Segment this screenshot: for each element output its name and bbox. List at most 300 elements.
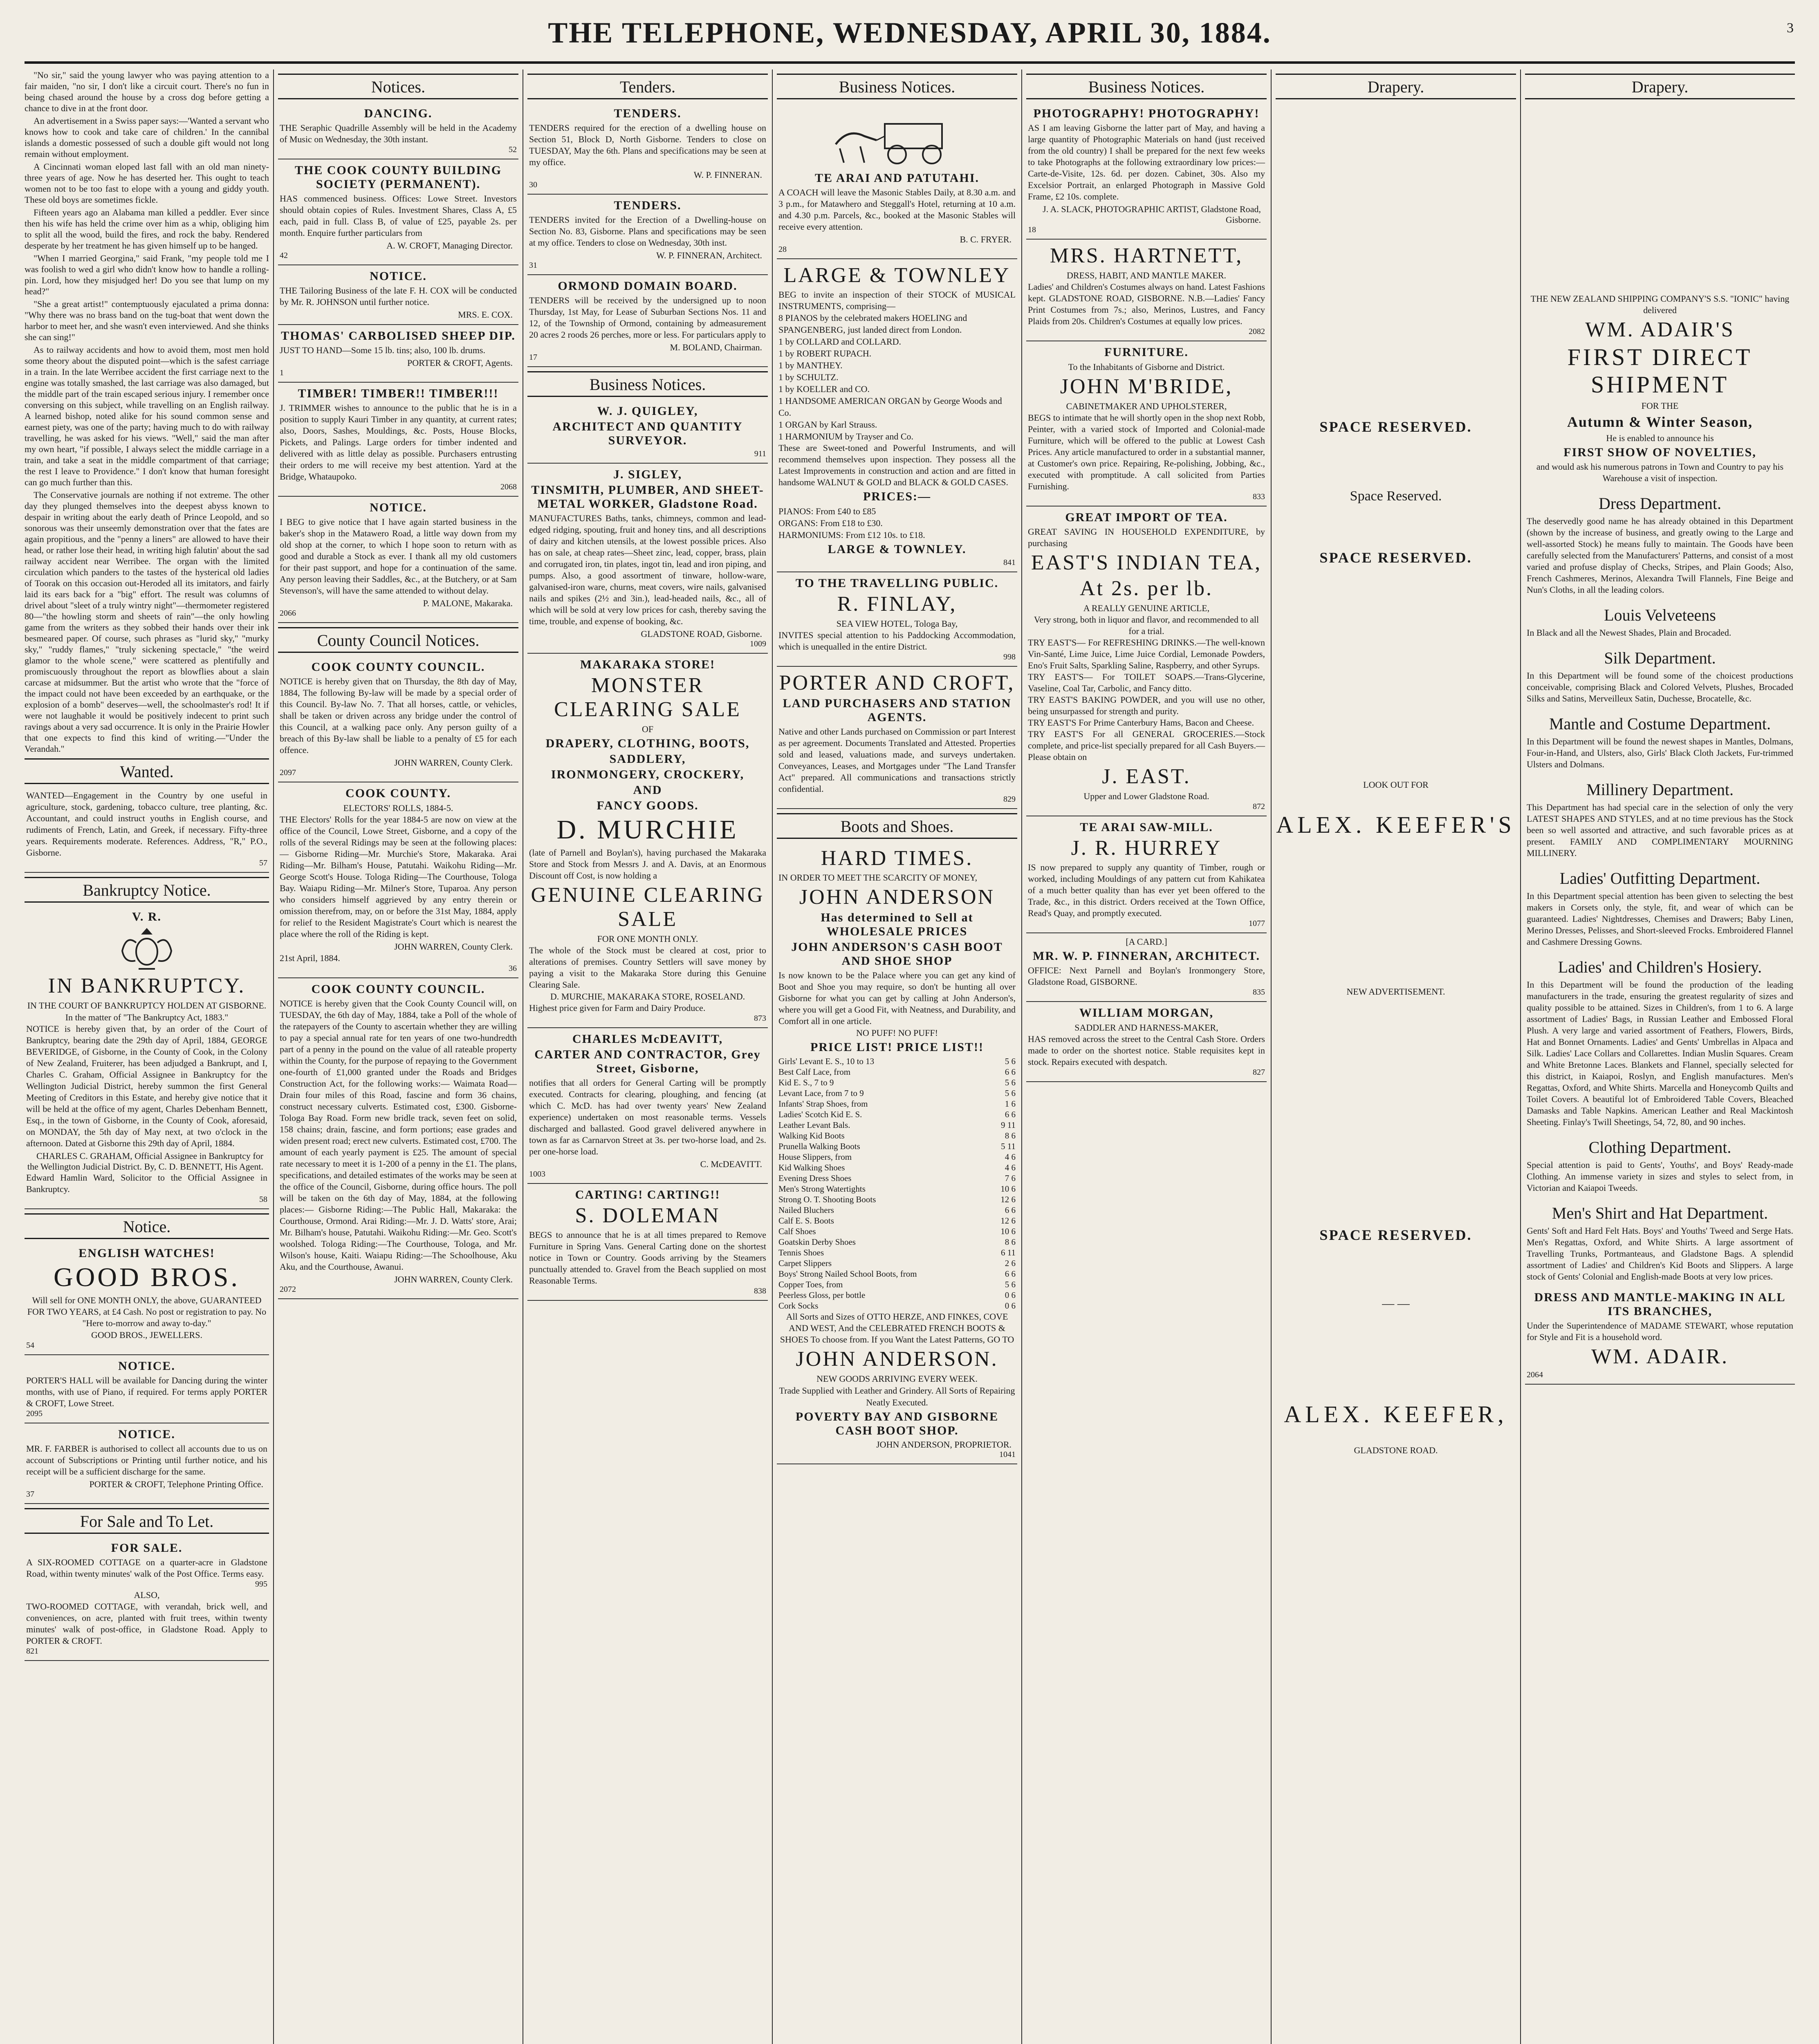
sawmill-title: TE ARAI SAW-MILL. <box>1080 820 1213 834</box>
east-tea-ad <box>1026 507 1267 816</box>
doleman-ad <box>527 1184 768 1301</box>
mbride-intro: To the Inhabitants of Gisborne and District. <box>1068 362 1225 372</box>
electors-date: 21st April, 1884. <box>280 953 340 963</box>
price-item-amount: 6 6 <box>1005 1109 1016 1119</box>
quigley-title: ARCHITECT AND QUANTITY SURVEYOR. <box>552 420 743 447</box>
price-row <box>778 1152 1016 1162</box>
monster-title: MONSTER CLEARING SALE <box>554 674 741 721</box>
essay-paragraph: The Conservative journals are nothing if not extreme. The other day they plunged themselves into the deepest abyss known to despair in writing about the early death of Prince Leopold, and so sonorous was their unseemly demonstration over that the fates are again propitious, and the "penny a liners" are allowed to have their head, or rather lose their head, in writing high falutin' about the sad railway accident near Werribee. The organ with the limited circulation which panders to the tastes of the hysterical old ladies of Toorak on this occasion out-Heroded all its imitators, and fairly laid its ears back for a "big" effort. The result was columns of drivel about "sleet of a truly wintry night"—thermometer registered 80—"the howling storm and sheets of rain"—the only howling game from the writers as they sobbed their hands over their ink besmeared paper. Of course, such phrases as "lurid sky," "murky sky," "ruddy flames," "truly sickening spectacle," "the weird glamor to the whole scene," were scattered as plentifully and promiscuously throughout the report as blowflies about a slain carcase at midsummer. But the artist who wrote that the "force of the impact could not have been exceeded by an earthquake, or the explosion of a bomb" deserves—well, the schoolmaster's rod! It if were not laughable it would be positively indecent to print such ravings about a very sad occurrence. It is only in the Prairie Howler that one expects to find this kind of writing.—"Under the Verandah." <box>25 490 269 754</box>
bankruptcy-signature: CHARLES C. GRAHAM, Official Assignee in Bankruptcy for the Wellington Judicial District. By, C. D. BENNETT, His Agent. <box>27 1151 263 1172</box>
card-label: [A CARD.] <box>1126 937 1167 947</box>
ad-number: 873 <box>754 1014 766 1023</box>
finneran-body: OFFICE: Next Parnell and Boylan's Ironmongery Store, Gladstone Road, GISBORNE. <box>1028 965 1265 987</box>
enabled-label: He is enabled to announce his <box>1606 433 1714 443</box>
department-title: Ladies' Outfitting Department. <box>1559 869 1761 888</box>
novelties-body: and would ask his numerous patrons in Town and Country to pay his Warehouse a visit of inspection. <box>1536 462 1784 483</box>
porters-title: NOTICE. <box>118 1359 175 1373</box>
price-item-amount: 5 11 <box>1001 1141 1016 1151</box>
doleman-name: S. DOLEMAN <box>575 1204 720 1227</box>
department-title: Millinery Department. <box>1586 780 1734 799</box>
price-item-amount: 6 11 <box>1001 1248 1016 1257</box>
murchie-ad <box>527 654 768 1028</box>
column-7 <box>1525 69 1795 2044</box>
price-item-amount: 6 6 <box>1005 1269 1016 1279</box>
price-row <box>778 1258 1016 1269</box>
price-item-name: Copper Toes, from <box>778 1280 843 1289</box>
ad-number: 28 <box>778 245 787 254</box>
farber-body: MR. F. FARBER is authorised to collect all accounts due to us on account of Subscriptions or Printing until further notice, and his receipt will be a sufficient discharge for the same. <box>26 1443 267 1477</box>
essay-paragraph: A Cincinnati woman eloped last fall with an old man ninety-three years of age. Now he has deserted her. This ought to teach women not to be too fast to elope with a young and giddy youth. These old boys are sometimes fickle. <box>25 161 269 205</box>
doleman-body: BEGS to announce that he is at all times prepared to Remove Furniture in Spring Vans. General Carting done on the shortest notice in Town or Country. Goods arriving by the Steamers punctually attended to. Gravel from the Beach supplied on most Reasonable Terms. <box>529 1230 766 1286</box>
coach-signature: B. C. FRYER. <box>960 234 1012 244</box>
ad-number: 2097 <box>280 768 296 777</box>
column-divider <box>1271 69 1272 2044</box>
tailoring-body: THE Tailoring Business of the late F. H. COX will be conducted by Mr. R. JOHNSON until further notice. <box>280 285 517 307</box>
space-reserved-3: SPACE RESERVED. <box>1319 549 1472 566</box>
electors-body: THE Electors' Rolls for the year 1884-5 are now on view at the office of the Council, Lowe Street, Gisborne, and a copy of the rolls of the several Ridings may be seen at the following places:— Gisborne Riding—Mr. Murchie's Store, Makaraka. Arai Riding—Mr. Bilham's House, Patutahi. Waikohu Riding—Mr. George Scott's House. Tologa Riding—The Courthouse, Tologa Bay. Waiapu Riding—Mr. Milner's Store, Tuparoa. Any person who considers himself aggrieved by any entry therein or omission therefrom, may, on or before the 31st May, 1884, apply for relief to the Resident Magistrate's Court which is nearest the place where the roll of the Riding is kept. <box>280 814 517 939</box>
tender-2 <box>527 195 768 275</box>
instrument-item: 1 by SCHULTZ. <box>778 372 839 382</box>
adair-name: WM. ADAIR'S <box>1585 318 1735 341</box>
makaraka-title: MAKARAKA STORE! <box>580 658 715 671</box>
ad-number: 829 <box>1003 795 1016 804</box>
bankruptcy-body: NOTICE is hereby given that, by an order of the Court of Bankruptcy, bearing date the 29th day of April, 1884, GEORGE BEVERIDGE, of Gisborne, in the County of Cook, in the Colony of New Zealand, Fruiterer, has been adjudged a Bankrupt, and I, Charles C. Graham, Official Assignee in Bankruptcy for the Wellington Judicial District, hereby summon the first General Meeting of Creditors in this Estate, and hereby give notice that it will be held at the office of my agent, Charles Debenham Bennett, Esq., in the town of Gisborne, in the County of Cook, aforesaid, on MONDAY, the 5th day of May next, at two o'clock in the afternoon. Dated at Gisborne this 29th day of April, 1884. <box>26 1024 267 1148</box>
department-title: Men's Shirt and Hat Department. <box>1552 1204 1768 1222</box>
price-item-amount: 6 6 <box>1005 1067 1016 1077</box>
dancing-title: DANCING. <box>364 107 433 120</box>
price-item-amount: 9 11 <box>1001 1120 1016 1130</box>
price-item-amount: 5 6 <box>1005 1056 1016 1066</box>
malone-title: NOTICE. <box>370 501 427 514</box>
ad-number: 838 <box>754 1286 766 1295</box>
council-signature: JOHN WARREN, County Clerk. <box>394 758 513 768</box>
price-item-name: Evening Dress Shoes <box>778 1173 852 1183</box>
carbolised-body: JUST TO HAND—Some 15 lb. tins; also, 100 lb. drums. <box>280 345 485 355</box>
price-item-name: Calf Shoes <box>778 1226 816 1236</box>
hard-times-title: HARD TIMES. <box>821 847 973 870</box>
ad-number: 1 <box>280 368 284 377</box>
finlay-name: R. FINLAY, <box>837 592 957 616</box>
price-row <box>778 1141 1016 1152</box>
essay-paragraph: "She a great artist!" contemptuously ejaculated a prima donna: "Why there was no brass band on the tug-boat that went down the harbor to meet her, and she wasn't even interviewed. And she thinks she can sing!" <box>25 299 269 342</box>
poll-title: COOK COUNTY COUNCIL. <box>311 982 485 996</box>
anderson-shop: JOHN ANDERSON'S CASH BOOT AND SHOE SHOP <box>791 940 1003 968</box>
ad-number: 17 <box>529 353 537 362</box>
price-item-amount: 0 6 <box>1005 1301 1016 1311</box>
sale-body: A SIX-ROOMED COTTAGE on a quarter-acre in Gladstone Road, within twenty minutes' walk of the Post Office. Terms easy. <box>26 1557 267 1579</box>
price-row <box>778 1056 1016 1067</box>
no-puff: NO PUFF! NO PUFF! <box>856 1028 938 1038</box>
lookout-label: LOOK OUT FOR <box>1363 780 1429 790</box>
coach-body: A COACH will leave the Masonic Stables Daily, at 8.30 a.m. and 3 p.m., for Matawhero and Steggall's Hotel, returning at 10 a.m. and 4.30 p.m. Parcels, &c., booked at the Masonic Stables will receive every attention. <box>778 187 1016 232</box>
price-item-amount: 12 6 <box>1000 1195 1016 1204</box>
council-sub: COOK COUNTY COUNCIL. <box>311 660 485 674</box>
price-list-title: PRICE LIST! PRICE LIST!! <box>810 1040 984 1054</box>
hartnett-body: Ladies' and Children's Costumes always on hand. Latest Fashions kept. GLADSTONE ROAD, GISBORNE. N.B.—Ladies' Fancy Print Costumes from 7s.; also, Merinos, Lustres, and Fancy Plaids from 20s. Children's Costumes at equally low prices. <box>1028 282 1265 326</box>
porters-hall-ad <box>25 1355 269 1423</box>
dressmaking-body: Under the Superintendence of MADAME STEWART, whose reputation for Style and Fit is a household word. <box>1527 1320 1793 1342</box>
of-label: OF <box>641 724 654 734</box>
divider-dash: — — <box>1382 1297 1410 1310</box>
price-row <box>778 1109 1016 1120</box>
bankruptcy-title: IN BANKRUPTCY. <box>48 974 246 997</box>
masthead-title: THE TELEPHONE, WEDNESDAY, APRIL 30, 1884. <box>548 16 1272 49</box>
ad-number: 54 <box>26 1341 34 1350</box>
timber-body: J. TRIMMER wishes to announce to the public that he is in a position to supply Kauri Timber in any quantity, at current rates; also, Doors, Sashes, Mouldings, &c. Posts, House Blocks, Pickets, and Palings. Large orders for timber indented and delivered with as little delay as possible. Purchasers entrusting their orders to me will receive my best attention. Yard at the Bridge, Whataupoko. <box>280 403 517 482</box>
price-row <box>778 1205 1016 1215</box>
department-body: In Black and all the Newest Shades, Plain and Brocaded. <box>1527 628 1732 638</box>
anderson-sub: Has determined to Sell at WHOLESALE PRICES <box>821 911 973 938</box>
drapery-heading: Drapery. <box>1525 74 1795 99</box>
coach-woodcut-icon <box>823 108 971 169</box>
price-item-amount: 4 6 <box>1005 1152 1016 1162</box>
ad-number: 2066 <box>280 609 296 618</box>
price-row <box>778 1269 1016 1279</box>
building-signature: A. W. CROFT, Managing Director. <box>386 240 513 251</box>
anderson-name-2: JOHN ANDERSON. <box>796 1347 998 1371</box>
keefer-title-1: ALEX. KEEFER'S <box>1276 811 1516 838</box>
council-heading: County Council Notices. <box>278 627 518 653</box>
price-item-amount: 7 6 <box>1005 1173 1016 1183</box>
ad-number: 998 <box>1003 652 1016 661</box>
carting-title: CARTING! CARTING!! <box>575 1188 720 1201</box>
price-item-name: Best Calf Lace, from <box>778 1067 851 1077</box>
farber-signature: PORTER & CROFT, Telephone Printing Office. <box>89 1479 263 1489</box>
business-heading: Business Notices. <box>527 371 768 397</box>
price-item-name: Cork Socks <box>778 1301 819 1311</box>
space-reserved-4: SPACE RESERVED. <box>1319 1227 1472 1243</box>
adair-intro: THE NEW ZEALAND SHIPPING COMPANY'S S.S. "IONIC" having delivered <box>1530 294 1790 315</box>
price-item-name: Leather Levant Bals. <box>778 1120 850 1130</box>
department-title: Silk Department. <box>1604 649 1716 667</box>
watches-title: ENGLISH WATCHES! <box>79 1246 215 1260</box>
price-item-name: House Slippers, from <box>778 1152 852 1162</box>
tailoring-signature: MRS. E. COX. <box>458 309 513 320</box>
tenders-heading: Tenders. <box>527 74 768 99</box>
goods-item: IRONMONGERY, CROCKERY, <box>551 768 745 781</box>
adair-signature: WM. ADAIR. <box>1591 1345 1729 1368</box>
price-item-name: Boys' Strong Nailed School Boots, from <box>778 1269 917 1279</box>
prices-title: PRICES:— <box>863 490 931 503</box>
council-body: NOTICE is hereby given that on Thursday, the 8th day of May, 1884, The following By-law will be made by a special order of this Council. By-law No. 7. That all horses, cattle, or vehicles, shall be taken or driven across any bridge under the control of this Council, at a walking pace only. Any person guilty of a breach of this By-law shall be liable to a penalty of £5 for each offence. <box>280 676 517 755</box>
finlay-body: INVITES special attention to his Paddocking Accommodation, which is unequalled in the entire District. <box>778 630 1016 652</box>
column-4 <box>777 69 1017 2044</box>
notices-heading: Notices. <box>278 74 518 99</box>
instrument-list <box>778 312 1016 442</box>
coach-ad <box>777 103 1017 259</box>
price-row <box>778 1194 1016 1205</box>
department-body: In this Department will be found the newest shapes in Mantles, Dolmans, Four-in-Hand, and Ulsters, also, Girls' Black Cloth Jackets, Fur-trimmed Ulsters and Dolmans. <box>1527 736 1793 769</box>
ad-number: 835 <box>1253 988 1265 997</box>
department-body: In this Department special attention has been given to selecting the best makers in Corsets only, the style, fit, and wear of which can be guaranteed. Ladies' Nightdresses, Chemises and Drawers; Baby Linen, Merino Dresses, Pelisses, and Short-sleeved Frocks. Embroidered Flannel and Cashmere Dressing Gowns. <box>1527 891 1793 947</box>
watches-signature: GOOD BROS., JEWELLERS. <box>91 1330 202 1340</box>
sigley-ad <box>527 464 768 654</box>
department-title: Dress Department. <box>1599 494 1721 513</box>
anderson-intro: IN ORDER TO MEET THE SCARCITY OF MONEY, <box>778 872 978 883</box>
finlay-sub: SEA VIEW HOTEL, Tologa Bay, <box>836 619 958 629</box>
poverty-bay-title: POVERTY BAY AND GISBORNE CASH BOOT SHOP. <box>795 1410 999 1437</box>
page-number: 3 <box>1787 20 1794 36</box>
ad-number: 42 <box>280 251 288 260</box>
for-the: FOR THE <box>1641 401 1679 411</box>
east-name: J. EAST. <box>1102 765 1191 788</box>
pc-body: Native and other Lands purchased on Commission or part Interest as per agreement. Documents Translated and Attested. Properties sold and leased, valuations made, and surveys undertaken. Conveyances, Leases, and Mortgages under "The Land Transfer Act" prepared. All communications and transactions strictly confidential. <box>778 726 1016 794</box>
column-divider <box>1021 69 1022 2044</box>
ad-number: 821 <box>26 1647 38 1656</box>
anderson-trade: Trade Supplied with Leather and Grindery. All Sorts of Repairing Neatly Executed. <box>779 1385 1015 1407</box>
dancing-ad <box>278 103 518 159</box>
price-item-name: Kid Walking Shoes <box>778 1163 845 1172</box>
ad-number: 2072 <box>280 1285 296 1294</box>
tea-body: Very strong, both in liquor and flavor, and recommended to all for a trial. <box>1034 614 1259 636</box>
finlay-ad <box>777 572 1017 667</box>
east-product-item: TRY EAST'S— For REFRESHING DRINKS.—The well-known Vin-Santé, Lime Juice, Lime Juice Cordial, Lemonade Powders, Eno's Fruit Salts, Sparkling Saline, Raspberry, and other Syrups. <box>1028 637 1265 670</box>
price-item-amount: 5 6 <box>1005 1280 1016 1289</box>
department-body: The deservedly good name he has already obtained in this Department (shown by the increase of business, and greatly owing to the Large and well-assorted Stock) he means fully to maintain. The Goods have been carefully selected from the Manufacturers' Patterns, and consist of a most varied and profuse display of Checks, Stripes, and Plain Goods; Also, French Cashmeres, Merinos, Alexandra Twill Flannels, Fine Beige and Nun's Cloths, in all the leading colors. <box>1527 516 1793 595</box>
pc-title: PORTER AND CROFT, <box>779 671 1015 695</box>
finlay-title: TO THE TRAVELLING PUBLIC. <box>795 576 999 590</box>
photo-signature: J. A. SLACK, PHOTOGRAPHIC ARTIST, Gladstone Road, Gisborne. <box>1043 204 1261 225</box>
column-1 <box>25 69 269 2044</box>
poll-signature: JOHN WARREN, County Clerk. <box>394 1274 513 1284</box>
finneran-card <box>1026 933 1267 1002</box>
poll-body: NOTICE is hereby given that the Cook County Council will, on TUESDAY, the 6th day of May, 1884, take a Poll of the whole of the ratepayers of the County to ascertain whether they are willing to pay a special annual rate for ten years of one two-hundredth part of a penny in the pound on the value of all rateable property within the County, for the purpose of repaying to the Government one-fourth of £1,000 granted under the Roads and Bridges Construction Act, for the following works:— Waimata Road— Drain four miles of this Road, fascine and form 36 chains, construct necessary culverts. Estimated cost, £300. Gisborne-Tologa Bay Road. Form new bridle track, seven feet on solid, 158 chains; drain, fascine, and form portions; ease grades and widen present road; erect new culverts. Estimated cost, £700. The amount of each yearly payment is £25. The amount of special rate necessary to meet it is 1-200 of a penny in the £1. The plans, specifications, and detailed estimates of the works may be seen at the office of the Council, Gisborne, during office hours. The poll will be taken on the 6th day of May, 1884, at the following places:— Gisborne Riding:—The Public Hall, Makaraka: the Courthouse, Ormond. Arai Riding:—Mr. J. D. Watts' store, Arai; Mr. Bilham's house, Patutahi. Waikohu Riding:—Mr. Geo. Scott's woolshed. Tologa Riding:—The Courthouse, Tologa, and Mr. Wilson's house, Kaiti. Waiapu Riding:—The Schoolhouse, Aku Aku, and the Courthouse, Awanui. <box>280 998 517 1272</box>
sigley-title: TINSMITH, PLUMBER, AND SHEET-METAL WORKER, Gladstone Road. <box>531 483 764 511</box>
murchie-body: (late of Parnell and Boylan's), having purchased the Makaraka Store and Stock from Messrs J. and A. Davis, at an Enormous Discount off Cost, is now holding a <box>529 847 766 881</box>
column-6 <box>1276 69 1516 2044</box>
column-divider <box>1520 69 1521 2044</box>
anderson-body: Is now known to be the Palace where you can get any kind of Boot and Shoe you may require, so don't be hunting all over Gisborne for what you can get by calling at John Anderson's, where you will get a Good Fit, with Neatness, and Durability, and Comfort all in one article. <box>778 970 1016 1026</box>
hartnett-sub: DRESS, HABIT, AND MANTLE MAKER. <box>1066 270 1227 280</box>
price-item-name: Strong O. T. Shooting Boots <box>778 1195 876 1204</box>
ad-number: 2095 <box>26 1409 43 1418</box>
good-bros-title: GOOD BROS. <box>53 1262 240 1292</box>
price-list <box>778 505 1016 541</box>
morgan-body: HAS removed across the street to the Central Cash Store. Orders made to order on the shortest notice. Stable requisites kept in stock. Repairs executed with despatch. <box>1028 1034 1265 1067</box>
east-product-item: TRY EAST'S For Prime Canterbury Hams, Bacon and Cheese. <box>1028 717 1254 728</box>
masthead-rule <box>25 61 1795 64</box>
price-row <box>778 1290 1016 1300</box>
space-reserved-1: SPACE RESERVED. <box>1319 419 1472 435</box>
tailoring-title: NOTICE. <box>370 269 427 283</box>
sheep-dip-ad <box>278 325 518 383</box>
east-products-list <box>1028 637 1265 763</box>
bylaw-notice <box>278 656 518 782</box>
instrument-item: 1 by COLLARD and COLLARD. <box>778 336 902 347</box>
morgan-name: WILLIAM MORGAN, <box>1079 1006 1214 1020</box>
goods-list <box>529 737 766 813</box>
hartnett-ad <box>1026 240 1267 341</box>
adair-ad <box>1525 103 1795 1385</box>
murchie-signature: D. MURCHIE, MAKARAKA STORE, ROSELAND. <box>550 991 745 1002</box>
murchie-body-2: The whole of the Stock must be cleared at cost, prior to alterations of premises. Country Settlers will save money by paying a visit to the Makaraka Store during this Genuine Clearing Sale. <box>529 945 766 990</box>
tailoring-notice <box>278 265 518 325</box>
bankruptcy-matter: In the matter of "The Bankruptcy Act, 1883." <box>65 1012 229 1022</box>
sale-title: FOR SALE. <box>111 1541 183 1555</box>
sale-heading: For Sale and To Let. <box>25 1508 269 1534</box>
tender-1 <box>527 103 768 195</box>
department-body: In this Department will be found the production of the leading manufacturers in the trade, ensuring the greatest regularity of sizes and quality possible to be attained. Sizes in Children's, from 1 to 6. A large assortment of Ladies' Bags, in Russian Leather and Embossed Floral Plush. A very large and varied assortment of Feathers, Flowers, Birds, Hat and Bonnet Ornaments. Ladies' and Gents' Umbrellas in Alpaca and Silk. Ladies' Lace Collars and Collarettes. Indian Muslin Squares. Cream and White Bretonne Laces. Blankets and Flannel, specially selected for this district, in Kaiapoi, Roslyn, and English manufactures. Men's Regattas, Oxford, and White Shirts. Marcella and Honeycomb Quilts and Toilet Covers. A beautiful lot of Embroidered Table Covers, Bleached Damasks and Table Napkins. American Leather and Real Mackintosh Sheeting. Finlay's Twill Sheetings, 54, 72, 80, and 90 inches. <box>1527 979 1793 1127</box>
price-row <box>778 1300 1016 1311</box>
business-heading: Business Notices. <box>777 74 1017 99</box>
mbride-body: BEGS to intimate that he will shortly open in the shop next Robb, Peinter, with a varied stock of Imported and Colonial-made Furniture, which will be offered to the public at Lowest Cash Prices. Any article manufactured to order in a substantial manner, at Customer's own price. Repairing, Re-polishing, Jobbing, &c., executed with promptitude. A call solicited from Parties Furnishing. <box>1028 412 1265 491</box>
department-title: Louis Velveteens <box>1604 606 1716 624</box>
large-townley-ad <box>777 259 1017 572</box>
morgan-sub: SADDLER AND HARNESS-MAKER, <box>1074 1022 1218 1033</box>
instrument-item: 1 by KOELLER and CO. <box>778 384 870 394</box>
instrument-item: 1 ORGAN by Karl Strauss. <box>778 419 877 430</box>
mcdeavitt-ad <box>527 1028 768 1184</box>
instrument-item: 1 by MANTHEY. <box>778 360 843 370</box>
mbride-sub: CABINETMAKER AND UPHOLSTERER, <box>1066 401 1227 411</box>
malone-notice <box>278 497 518 623</box>
murchie-body-3: Highest price given for Farm and Dairy Produce. <box>529 1003 706 1013</box>
sigley-signature: GLADSTONE ROAD, Gisborne. <box>641 629 762 639</box>
ad-number: 1041 <box>999 1450 1016 1459</box>
east-sub: Upper and Lower Gladstone Road. <box>1083 791 1209 801</box>
gladstone-road: GLADSTONE ROAD. <box>1354 1445 1438 1455</box>
price-item-name: Goatskin Derby Shoes <box>778 1237 856 1247</box>
essay-paragraph: Fifteen years ago an Alabama man killed a peddler. Ever since then his wife has held the crime over him as a whip, obliging him to split all the wood, build the fires, and rock the baby. Rendered desperate by her treatment he has given himself up to be hanged. <box>25 207 269 251</box>
tea-intro: GREAT SAVING IN HOUSEHOLD EXPENDITURE, by purchasing <box>1028 527 1265 548</box>
tender-title: ORMOND DOMAIN BOARD. <box>558 279 738 293</box>
essay-paragraph: An advertisement in a Swiss paper says:—'Wanted a servant who knows how to cook and take care of children.' In the cannibal islands a domestic possessed of such a double gift would not long remain without employment. <box>25 116 269 159</box>
price-item-name: Kid E. S., 7 to 9 <box>778 1078 834 1087</box>
price-row <box>778 1077 1016 1088</box>
east-product-item: TRY EAST'S— For TOILET SOAPS.—Trans-Glycerine, Vaseline, Coal Tar, Carbolic, and Fancy ditto. <box>1028 672 1265 693</box>
department-body: Special attention is paid to Gents', Youths', and Boys' Ready-made Clothing. An immense variety in sizes and styles to select from, in Victorian and Kaiapoi Tweeds. <box>1527 1160 1793 1193</box>
department-list <box>1527 494 1793 1282</box>
price-item-amount: 2 6 <box>1005 1258 1016 1268</box>
hurrey-body: IS now prepared to supply any quantity of Timber, rough or worked, including Mouldings of any pattern cut from Kahikatea of a much better quality than has ever yet been offered to the Trade, &c., in this district. Orders received at the Town Office, Read's Quay, and promptly executed. <box>1028 862 1265 918</box>
ad-number: 1009 <box>750 639 766 648</box>
anderson-name: JOHN ANDERSON <box>799 885 995 909</box>
first-direct-title: FIRST DIRECT SHIPMENT <box>1567 344 1753 398</box>
lt-body-2: These are Sweet-toned and Powerful Instruments, and will recommend themselves upon inspection. They possess all the Latest Improvements in construction and action and are fitted in handsome WALNUT & GOLD and BLACK & GOLD CASES. <box>778 443 1016 487</box>
essay-paragraph: "No sir," said the young lawyer who was paying attention to a fair maiden, "no sir, I don't like a circuit court. There's no fun in being chased around the house by a cross dog before getting a chance to dive in at the front door. <box>25 70 269 113</box>
pc-sub: LAND PURCHASERS AND STATION AGENTS. <box>783 697 1012 724</box>
tender-title: TENDERS. <box>614 199 682 212</box>
timber-title: TIMBER! TIMBER!! TIMBER!!! <box>298 387 499 400</box>
instrument-item: 8 PIANOS by the celebrated makers HOELING and SPANGENBERG, just landed direct from London. <box>778 313 967 335</box>
ad-number: 37 <box>26 1490 34 1499</box>
ad-number: 833 <box>1253 492 1265 501</box>
sale2-body: TWO-ROOMED COTTAGE, with verandah, brick well, and conveniences, on acre, planted with fruit trees, within twenty minutes' walk of post-office, in Gladstone Road. Apply to PORTER & CROFT. <box>26 1601 267 1646</box>
instrument-item: 1 HARMONIUM by Trayser and Co. <box>778 431 914 442</box>
price-item: PIANOS: From £40 to £85 <box>778 506 876 516</box>
watches-ad <box>25 1242 269 1355</box>
mcdeavitt-body: notifies that all orders for General Carting will be promptly executed. Contracts for clearing, ploughing, and fencing (at which C. McD. has had over twenty years' New Zealand experience) undertaken on most reasonable terms. Vessels discharged and ballasted. Good gravel delivered anywhere in town as far as Carnarvon Street at 3s. per two-horse load, and 2s. per one-horse load. <box>529 1078 766 1156</box>
price-item-amount: 8 6 <box>1005 1131 1016 1141</box>
department-title: Clothing Department. <box>1588 1138 1732 1156</box>
price-item-name: Walking Kid Boots <box>778 1131 845 1141</box>
ad-number: 911 <box>754 449 766 458</box>
bankruptcy-court: IN THE COURT OF BANKRUPTCY HOLDEN AT GISBORNE. <box>27 1000 267 1011</box>
tender-body: TENDERS will be received by the undersigned up to noon Thursday, 1st May, for Lease of Suburban Sections Nos. 11 and 12, of the Township of Ormond, containing by admeasurement 20 acres 2 roods 26 perches, more or less. For particulars apply to <box>529 295 766 340</box>
one-month: FOR ONE MONTH ONLY. <box>597 934 698 944</box>
tender-body: TENDERS required for the erection of a dwelling house on Section 51, Block D, North Gisborne. Tenders to close on TUESDAY, May the 6th. Plans and specifications may be seen at my office. <box>529 123 766 167</box>
ad-number: 36 <box>509 964 517 973</box>
vr-mark: V. R. <box>132 910 161 923</box>
price-row <box>778 1130 1016 1141</box>
department-body: In this Department will be found some of the choicest productions conceivable, comprising Black and Colored Velvets, Plushes, Brocaded Silks and Satins, Merveilleux Satin, Duchesse, Brocatelle, &c. <box>1527 670 1793 704</box>
department-title: Ladies' and Children's Hosiery. <box>1558 958 1762 976</box>
season-title: Autumn & Winter Season, <box>1567 414 1753 430</box>
column-divider <box>273 69 274 2044</box>
photography-ad <box>1026 103 1267 240</box>
price-item-name: Ladies' Scotch Kid E. S. <box>778 1109 862 1119</box>
price-item-amount: 5 6 <box>1005 1088 1016 1098</box>
price-item-amount: 10 6 <box>1000 1184 1016 1194</box>
tender-signature: W. P. FINNERAN. <box>693 170 762 180</box>
price-item-amount: 1 6 <box>1005 1099 1016 1109</box>
genuine-title: GENUINE CLEARING SALE <box>531 883 765 931</box>
anderson-body-2: All Sorts and Sizes of OTTO HERZE, AND FINKES, COVE AND WEST, And the CELEBRATED FRENCH BOOTS & SHOES To choose from. If you Want the Latest Patterns, GO TO <box>780 1311 1014 1345</box>
space-reserved-2: Space Reserved. <box>1350 489 1442 504</box>
ad-number: 2064 <box>1527 1370 1543 1379</box>
bankruptcy-heading: Bankruptcy Notice. <box>25 877 269 903</box>
price-item-name: Girls' Levant E. S., 10 to 13 <box>778 1056 875 1066</box>
poll-notice <box>278 978 518 1299</box>
goods-item: FANCY GOODS. <box>597 799 699 812</box>
price-item: ORGANS: From £18 to £30. <box>778 518 883 528</box>
dancing-body: THE Seraphic Quadrille Assembly will be held in the Academy of Music on Wednesday, the 30th instant. <box>280 123 517 144</box>
column-3 <box>527 69 768 2044</box>
novelties-title: FIRST SHOW OF NOVELTIES, <box>1563 446 1756 459</box>
tea-title: GREAT IMPORT OF TEA. <box>1065 511 1228 524</box>
coach-title: TE ARAI AND PATUTAHI. <box>814 171 980 185</box>
ad-number: 57 <box>259 858 267 867</box>
ad-number: 841 <box>1003 558 1016 567</box>
price-row <box>778 1067 1016 1077</box>
price-item-amount: 6 6 <box>1005 1205 1016 1215</box>
anderson-new: NEW GOODS ARRIVING EVERY WEEK. <box>816 1374 978 1384</box>
boot-price-list <box>778 1056 1016 1311</box>
carbolised-title: THOMAS' CARBOLISED SHEEP DIP. <box>281 329 516 343</box>
mcdeavitt-name: CHARLES McDEAVITT, <box>572 1032 723 1046</box>
wanted-body: WANTED—Engagement in the Country by one useful in agriculture, stock, gardening, tobacco culture, tree planting, &c. Accountant, and could instruct youths in English course, and rudiments of French, Latin, and Greek, if necessary. Fifty-three years. Requirements moderate. References. Address, "R," P.O., Gisborne. <box>26 790 267 858</box>
ad-number: 30 <box>529 180 537 189</box>
goods-item: DRAPERY, CLOTHING, BOOTS, <box>545 737 750 750</box>
tea-name: EAST'S INDIAN TEA, <box>1031 551 1262 574</box>
hurrey-name: J. R. HURREY <box>1071 836 1222 860</box>
building-society-ad <box>278 159 518 265</box>
price-row <box>778 1226 1016 1237</box>
photo-body: AS I am leaving Gisborne the latter part of May, and having a large quantity of Photographic Materials on hand (just received from the old country) I shall be prepared for the next few weeks to take Photographs at the following extraordinary low prices:— Carte-de-Visite, 12s. 6d. per dozen. Cabinet, 30s. Also my Excelsior Portrait, an enlarged Photograph in Massive Gold Frame, £2 10s. complete. <box>1028 123 1265 202</box>
price-row <box>778 1173 1016 1183</box>
quigley-ad <box>527 400 768 464</box>
anderson-signature: JOHN ANDERSON, PROPRIETOR. <box>876 1439 1012 1450</box>
anderson-ad <box>777 842 1017 1464</box>
east-product-item: TRY EAST'S BAKING POWDER, and you will use no other, being unsurpassed for strength and purity. <box>1028 695 1265 716</box>
price-row <box>778 1237 1016 1247</box>
instrument-item: 1 HANDSOME AMERICAN ORGAN by George Woods and Co. <box>778 396 1002 418</box>
quigley-name: W. J. QUIGLEY, <box>597 404 698 418</box>
ad-number: 58 <box>259 1195 267 1204</box>
goods-item: AND <box>633 783 662 797</box>
ad-number: 1003 <box>529 1170 545 1179</box>
price-item-name: Levant Lace, from 7 to 9 <box>778 1088 864 1098</box>
lt-body: BEG to invite an inspection of their STOCK of MUSICAL INSTRUMENTS, comprising— <box>778 289 1016 311</box>
tender-title: TENDERS. <box>614 107 682 120</box>
price-item-amount: 5 6 <box>1005 1078 1016 1087</box>
ad-number: 52 <box>509 145 517 154</box>
goods-item: SADDLERY, <box>609 752 686 766</box>
tea-sub: A REALLY GENUINE ARTICLE, <box>1083 603 1210 613</box>
price-item-name: Men's Strong Watertights <box>778 1184 866 1194</box>
tender-3 <box>527 275 768 367</box>
price-row <box>778 1279 1016 1290</box>
